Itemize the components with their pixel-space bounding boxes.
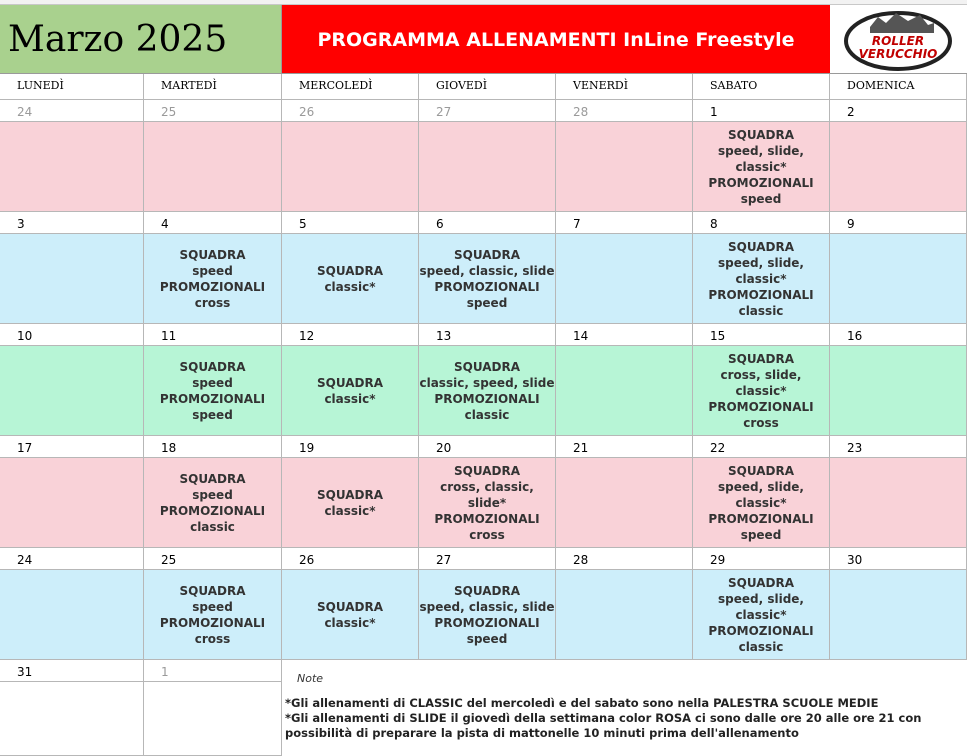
date-cell — [830, 100, 967, 122]
training-line: PROMOZIONALI — [434, 279, 540, 294]
date-cell — [693, 212, 830, 234]
date-cell — [0, 436, 144, 458]
weekday-header — [282, 74, 419, 100]
training-line: cross, slide, classic* — [720, 367, 802, 398]
training-content — [282, 599, 418, 631]
training-line: SQUADRA — [317, 375, 383, 390]
training-cell — [282, 346, 419, 436]
empty-cell — [0, 682, 144, 756]
training-line: speed — [192, 375, 233, 390]
training-cell — [830, 122, 967, 212]
training-line: speed, slide, — [718, 143, 804, 158]
training-content — [282, 375, 418, 407]
training-line: SQUADRA — [728, 463, 794, 478]
training-line: classic — [464, 407, 510, 422]
date-cell — [830, 436, 967, 458]
training-cell — [693, 122, 830, 212]
weekday-header — [419, 74, 556, 100]
date-number: 13 — [436, 329, 452, 343]
training-line: SQUADRA — [728, 351, 794, 366]
training-line: classic, speed, slide — [419, 375, 555, 390]
training-line: classic — [738, 303, 784, 318]
training-line: PROMOZIONALI — [159, 391, 266, 406]
training-cell — [419, 122, 556, 212]
training-content — [144, 247, 281, 311]
date-cell — [556, 548, 693, 570]
date-cell — [282, 324, 419, 346]
date-cell — [419, 548, 556, 570]
date-cell — [144, 436, 282, 458]
training-line: cross — [194, 295, 231, 310]
date-cell — [0, 548, 144, 570]
date-number: 25 — [161, 105, 177, 119]
date-number: 5 — [299, 217, 307, 231]
training-cell — [0, 570, 144, 660]
weekday-label: GIOVEDÌ — [436, 79, 488, 92]
training-line: classic* — [324, 391, 376, 406]
training-line: speed — [192, 407, 233, 422]
roller-verucchio-logo — [830, 5, 967, 74]
training-cell — [419, 234, 556, 324]
date-number: 17 — [17, 441, 33, 455]
empty-cell — [144, 682, 282, 756]
training-cell — [830, 570, 967, 660]
date-cell — [282, 100, 419, 122]
date-cell — [282, 436, 419, 458]
training-line: speed — [192, 263, 233, 278]
training-line: PROMOZIONALI — [708, 623, 814, 638]
training-content — [419, 583, 555, 647]
training-content — [419, 247, 555, 311]
date-cell — [419, 212, 556, 234]
training-line: SQUADRA — [454, 583, 520, 598]
date-cell — [693, 100, 830, 122]
logo-text-top: ROLLER — [871, 34, 925, 48]
month-title: Marzo 2025 — [8, 19, 228, 60]
training-content — [419, 463, 555, 543]
training-line: cross — [194, 631, 231, 646]
date-number: 14 — [573, 329, 589, 343]
weekday-label: VENERDÌ — [573, 79, 629, 92]
training-cell — [0, 122, 144, 212]
training-line: SQUADRA — [179, 471, 246, 486]
date-number: 18 — [161, 441, 177, 455]
training-content — [282, 487, 418, 519]
date-cell — [830, 212, 967, 234]
training-line: PROMOZIONALI — [708, 511, 814, 526]
weekday-label: LUNEDÌ — [17, 79, 64, 92]
training-line: SQUADRA — [728, 239, 794, 254]
date-cell — [144, 100, 282, 122]
training-cell — [282, 570, 419, 660]
training-content — [282, 263, 418, 295]
date-number: 19 — [299, 441, 315, 455]
date-cell — [144, 548, 282, 570]
training-line: SQUADRA — [179, 247, 246, 262]
date-number: 1 — [161, 665, 169, 679]
date-cell — [556, 212, 693, 234]
weekday-label: MARTEDÌ — [161, 79, 217, 92]
weekday-header — [693, 74, 830, 100]
training-line: SQUADRA — [454, 359, 520, 374]
training-line: speed, slide, — [718, 255, 804, 270]
training-line: speed — [740, 527, 782, 542]
date-number: 28 — [573, 105, 589, 119]
training-cell — [144, 346, 282, 436]
training-cell — [144, 570, 282, 660]
training-content — [693, 463, 829, 543]
training-line: speed, slide, — [718, 479, 804, 494]
date-number: 22 — [710, 441, 726, 455]
training-content — [693, 575, 829, 655]
training-cell — [282, 122, 419, 212]
date-cell — [556, 436, 693, 458]
date-number: 16 — [847, 329, 863, 343]
date-number: 24 — [17, 105, 33, 119]
training-line: classic — [190, 519, 235, 534]
date-number: 27 — [436, 105, 452, 119]
weekday-label: DOMENICA — [847, 79, 915, 92]
date-number: 12 — [299, 329, 315, 343]
date-number: 2 — [847, 105, 855, 119]
training-line: classic* — [735, 607, 787, 622]
date-cell — [282, 212, 419, 234]
date-cell — [693, 324, 830, 346]
training-cell — [556, 458, 693, 548]
date-number: 26 — [299, 553, 315, 567]
date-number: 1 — [710, 105, 718, 119]
date-cell — [693, 436, 830, 458]
training-line: PROMOZIONALI — [434, 615, 540, 630]
training-cell — [419, 570, 556, 660]
training-content — [419, 359, 555, 423]
date-cell — [0, 100, 144, 122]
training-line: SQUADRA — [179, 359, 246, 374]
training-cell — [556, 570, 693, 660]
training-line: cross, classic, slide* — [440, 479, 534, 510]
training-line: classic* — [735, 271, 787, 286]
note-line: *Gli allenamenti di CLASSIC del mercoledì e del sabato sono nella PALESTRA SCUOLE MEDIE — [285, 696, 879, 710]
training-line: speed — [192, 599, 233, 614]
training-line: speed — [466, 295, 508, 310]
training-line: PROMOZIONALI — [708, 175, 814, 190]
logo-text-bottom: VERUCCHIO — [858, 47, 938, 61]
weekday-header — [556, 74, 693, 100]
date-cell — [830, 324, 967, 346]
date-number: 10 — [17, 329, 33, 343]
training-line: cross — [469, 527, 505, 542]
date-cell — [282, 548, 419, 570]
training-line: PROMOZIONALI — [708, 399, 814, 414]
training-line: SQUADRA — [179, 583, 246, 598]
date-number: 7 — [573, 217, 581, 231]
training-line: cross — [743, 415, 779, 430]
date-cell — [556, 100, 693, 122]
training-line: speed, classic, slide — [419, 263, 555, 278]
training-line: speed, classic, slide — [419, 599, 555, 614]
training-cell — [0, 234, 144, 324]
date-number: 31 — [17, 665, 33, 679]
training-cell — [282, 234, 419, 324]
training-line: PROMOZIONALI — [159, 503, 266, 518]
training-line: SQUADRA — [317, 599, 383, 614]
date-cell — [144, 324, 282, 346]
training-line: classic* — [735, 159, 787, 174]
training-cell — [419, 458, 556, 548]
training-line: classic* — [735, 495, 787, 510]
date-number: 27 — [436, 553, 452, 567]
training-line: SQUADRA — [317, 487, 383, 502]
training-content — [144, 583, 281, 647]
training-cell — [830, 234, 967, 324]
training-cell — [556, 234, 693, 324]
notes-text — [285, 696, 963, 741]
date-cell — [830, 548, 967, 570]
date-cell — [0, 324, 144, 346]
training-line: PROMOZIONALI — [159, 615, 266, 630]
date-number: 4 — [161, 217, 169, 231]
date-cell — [0, 660, 144, 682]
date-number: 8 — [710, 217, 718, 231]
date-number: 11 — [161, 329, 177, 343]
training-line: speed — [466, 631, 508, 646]
training-cell — [693, 570, 830, 660]
training-line: speed, slide, — [718, 591, 804, 606]
training-content — [144, 359, 281, 423]
date-number: 3 — [17, 217, 25, 231]
training-line: speed — [192, 487, 233, 502]
date-number: 28 — [573, 553, 589, 567]
training-line: speed — [740, 191, 782, 206]
date-cell — [419, 436, 556, 458]
weekday-label: SABATO — [710, 79, 758, 92]
date-cell — [419, 324, 556, 346]
date-number: 21 — [573, 441, 589, 455]
training-line: classic* — [324, 615, 376, 630]
training-line: PROMOZIONALI — [434, 391, 540, 406]
training-cell — [419, 346, 556, 436]
date-cell — [144, 660, 282, 682]
month-title-cell — [0, 5, 282, 74]
training-cell — [282, 458, 419, 548]
training-line: SQUADRA — [454, 463, 520, 478]
training-line: SQUADRA — [728, 575, 794, 590]
weekday-label: MERCOLEDÌ — [299, 79, 373, 92]
training-cell — [693, 346, 830, 436]
weekday-header — [830, 74, 967, 100]
training-line: classic* — [324, 503, 376, 518]
training-cell — [693, 458, 830, 548]
training-cell — [144, 122, 282, 212]
date-number: 23 — [847, 441, 863, 455]
training-cell — [0, 458, 144, 548]
training-content — [144, 471, 281, 535]
date-number: 24 — [17, 553, 33, 567]
training-cell — [144, 234, 282, 324]
date-number: 30 — [847, 553, 863, 567]
training-cell — [830, 458, 967, 548]
date-cell — [419, 100, 556, 122]
training-cell — [556, 346, 693, 436]
program-title: PROGRAMMA ALLENAMENTI InLine Freestyle — [317, 29, 795, 51]
program-title-cell — [282, 5, 830, 74]
training-line: SQUADRA — [454, 247, 520, 262]
date-number: 25 — [161, 553, 177, 567]
training-line: SQUADRA — [728, 127, 794, 142]
date-number: 20 — [436, 441, 452, 455]
training-line: SQUADRA — [317, 263, 383, 278]
note-line: *Gli allenamenti di SLIDE il giovedì della settimana color ROSA ci sono dalle ore 20 alle ore 21 con possibilità di preparare la pista di mattonelle 10 minuti prima dell'allenamento — [285, 711, 922, 740]
date-cell — [0, 212, 144, 234]
training-line: PROMOZIONALI — [434, 511, 540, 526]
date-number: 9 — [847, 217, 855, 231]
date-number: 26 — [299, 105, 315, 119]
date-number: 6 — [436, 217, 444, 231]
date-cell — [144, 212, 282, 234]
training-line: classic — [738, 639, 784, 654]
training-line: classic* — [324, 279, 376, 294]
training-content — [693, 239, 829, 319]
training-content — [693, 127, 829, 207]
training-line: PROMOZIONALI — [708, 287, 814, 302]
weekday-header — [144, 74, 282, 100]
training-cell — [830, 346, 967, 436]
date-cell — [556, 324, 693, 346]
training-cell — [693, 234, 830, 324]
notes-label: Note — [297, 672, 324, 685]
training-cell — [556, 122, 693, 212]
training-cell — [0, 346, 144, 436]
date-number: 29 — [710, 553, 726, 567]
training-cell — [144, 458, 282, 548]
date-cell — [693, 548, 830, 570]
logo-icon — [830, 5, 967, 74]
date-number: 15 — [710, 329, 726, 343]
training-content — [693, 351, 829, 431]
training-line: PROMOZIONALI — [159, 279, 266, 294]
weekday-header — [0, 74, 144, 100]
